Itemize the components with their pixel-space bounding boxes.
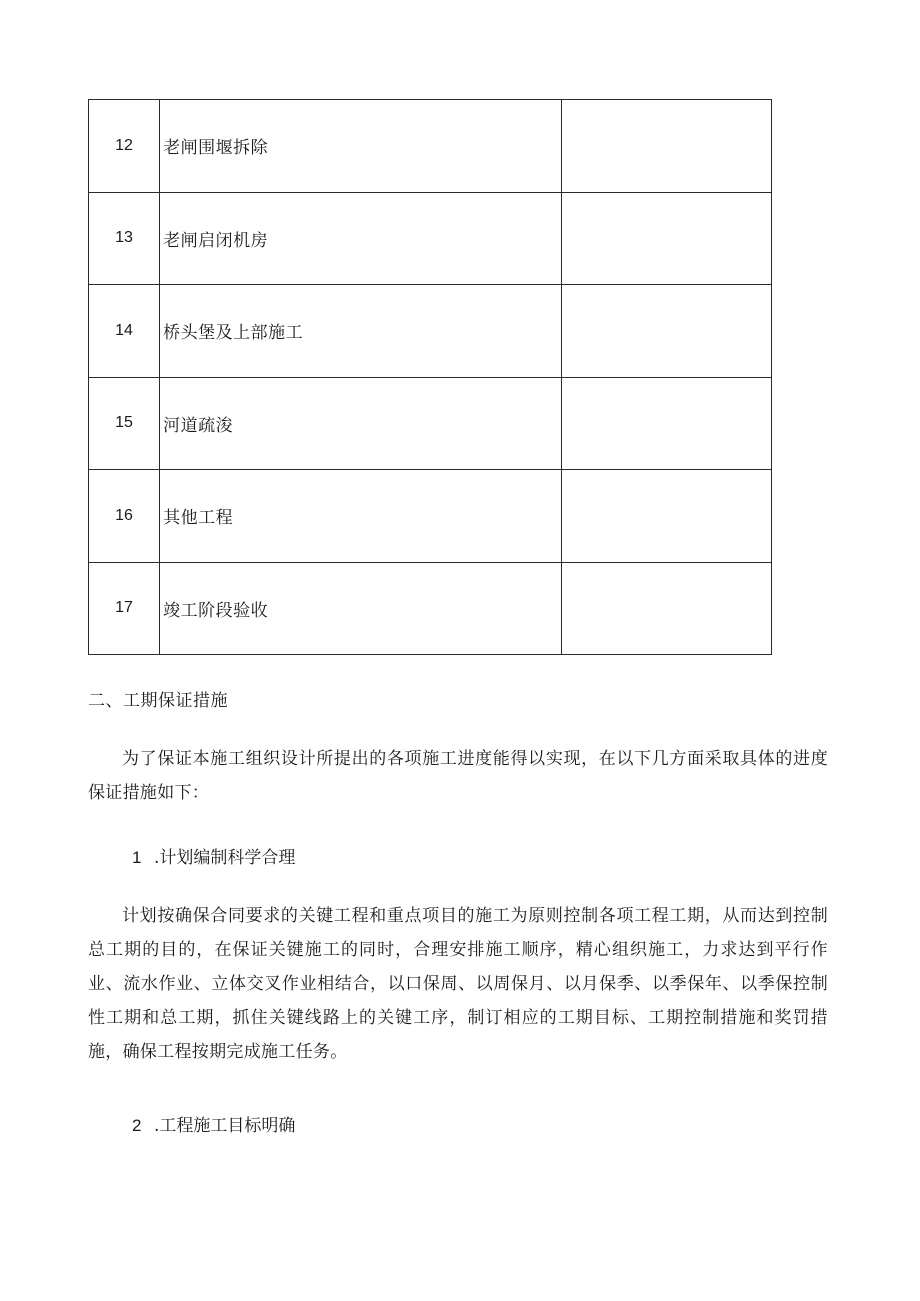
table-row [89, 285, 772, 378]
subsection-heading-1 [132, 843, 295, 868]
row-item-name: 其他工程 [160, 470, 562, 563]
row-note [561, 100, 771, 193]
subsection-number: 2 [132, 1116, 142, 1135]
table-row [89, 470, 772, 563]
row-number: 12 [89, 100, 160, 193]
table-row [89, 100, 772, 193]
table-row [89, 377, 772, 470]
plan-paragraph: 计划按确保合同要求的关键工程和重点项目的施工为原则控制各项工程工期，从而达到控制总工期的目的，在保证关键施工的同时，合理安排施工顺序，精心组织施工，力求达到平行作业、流水作业、立体交叉作业相结合，以口保周、以周保月、以月保季、以季保年、以季保控制性工期和总工期，抓住关键线路上的关键工序，制订相应的工期目标、工期控制措施和奖罚措施，确保工程按期完成施工任务。 [88, 906, 828, 1062]
row-note [561, 562, 771, 655]
schedule-table [88, 99, 772, 655]
row-note [561, 192, 771, 285]
row-number: 15 [89, 377, 160, 470]
row-number: 16 [89, 470, 160, 563]
row-number: 14 [89, 285, 160, 378]
row-note [561, 377, 771, 470]
row-note [561, 470, 771, 563]
table-row [89, 562, 772, 655]
row-number: 13 [89, 192, 160, 285]
row-item-name: 河道疏浚 [160, 377, 562, 470]
subsection-title: .计划编制科学合理 [154, 848, 296, 868]
row-item-name: 老闸围堰拆除 [160, 100, 562, 193]
subsection-heading-2 [132, 1111, 295, 1136]
row-item-name: 桥头堡及上部施工 [160, 285, 562, 378]
section-heading: 二、工期保证措施 [88, 691, 228, 711]
subsection-title: .工程施工目标明确 [154, 1116, 296, 1136]
row-item-name: 竣工阶段验收 [160, 562, 562, 655]
row-note [561, 285, 771, 378]
intro-paragraph: 为了保证本施工组织设计所提出的各项施工进度能得以实现，在以下几方面采取具体的进度保证措施如下： [88, 749, 828, 803]
subsection-number: 1 [132, 848, 142, 867]
row-number: 17 [89, 562, 160, 655]
row-item-name: 老闸启闭机房 [160, 192, 562, 285]
table-row [89, 192, 772, 285]
